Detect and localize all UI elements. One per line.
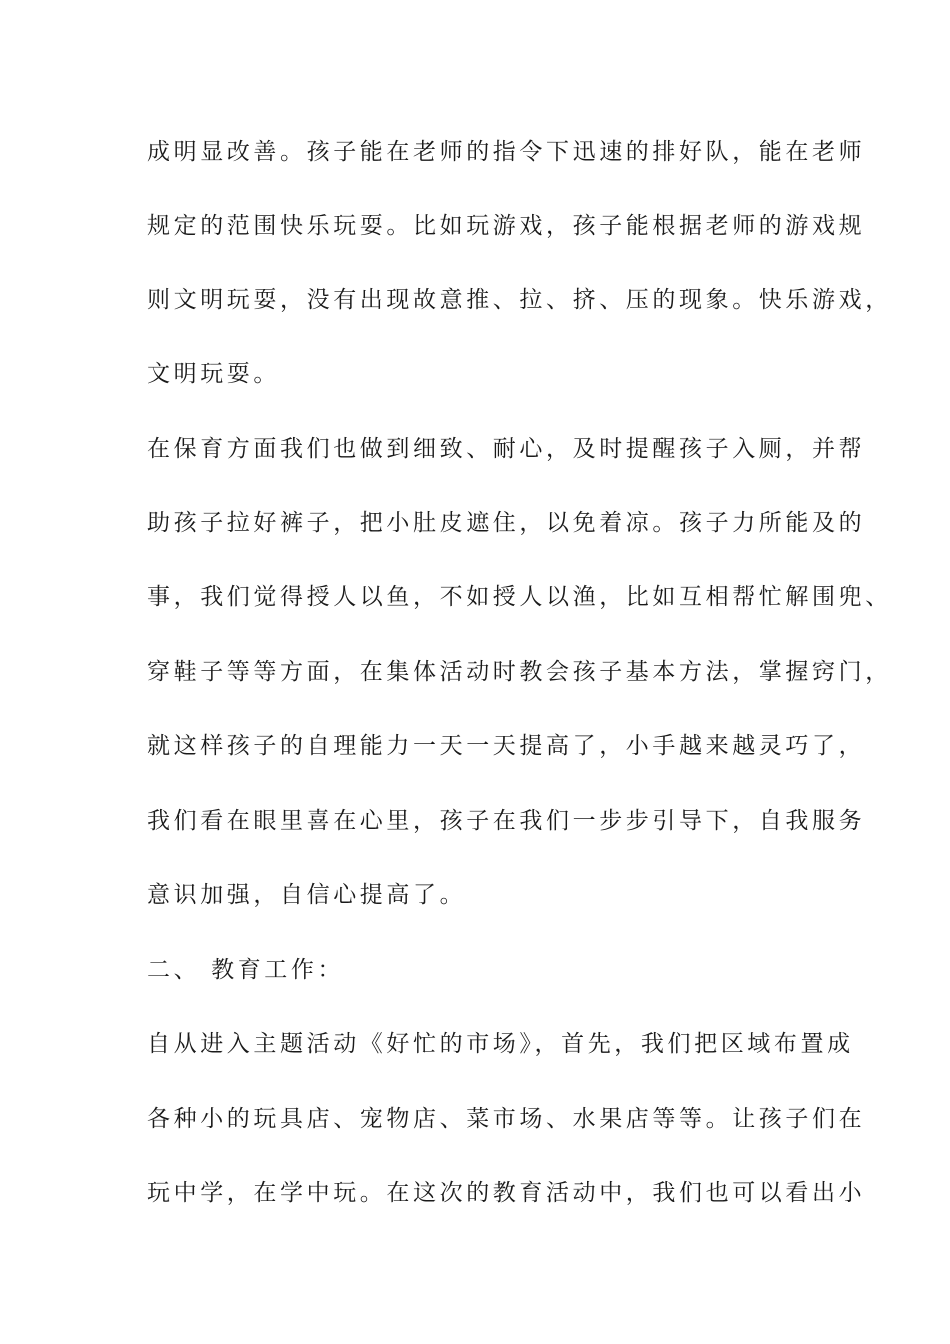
text-line: 各种小的玩具店、宠物店、菜市场、水果店等等。让孩子们在 [147, 1106, 866, 1132]
text-line: 自从进入主题活动《好忙的市场》，首先，我们把区域布置成 [147, 1031, 854, 1057]
text-line: 成明显改善。孩子能在老师的指令下迅速的排好队，能在老师 [147, 139, 866, 165]
text-line: 则文明玩耍，没有出现故意推、拉、挤、压的现象。快乐游戏， [147, 287, 892, 313]
text-line: 在保育方面我们也做到细致、耐心，及时提醒孩子入厕，并帮 [147, 436, 866, 462]
text-line: 文明玩耍。 [147, 361, 280, 387]
text-line: 事，我们觉得授人以鱼，不如授人以渔，比如互相帮忙解围兜、 [147, 584, 892, 610]
text-line: 我们看在眼里喜在心里，孩子在我们一步步引导下，自我服务 [147, 808, 866, 834]
section-heading: 二、 教育工作： [147, 957, 345, 983]
text-line: 规定的范围快乐玩耍。比如玩游戏，孩子能根据老师的游戏规 [147, 213, 866, 239]
text-line: 助孩子拉好裤子，把小肚皮遮住，以免着凉。孩子力所能及的 [147, 510, 866, 536]
text-line: 玩中学，在学中玩。在这次的教育活动中，我们也可以看出小 [147, 1180, 866, 1206]
text-line: 就这样孩子的自理能力一天一天提高了，小手越来越灵巧了， [147, 733, 866, 759]
text-line: 意识加强，自信心提高了。 [147, 882, 467, 908]
text-line: 穿鞋子等等方面，在集体活动时教会孩子基本方法，掌握窍门， [147, 659, 892, 685]
